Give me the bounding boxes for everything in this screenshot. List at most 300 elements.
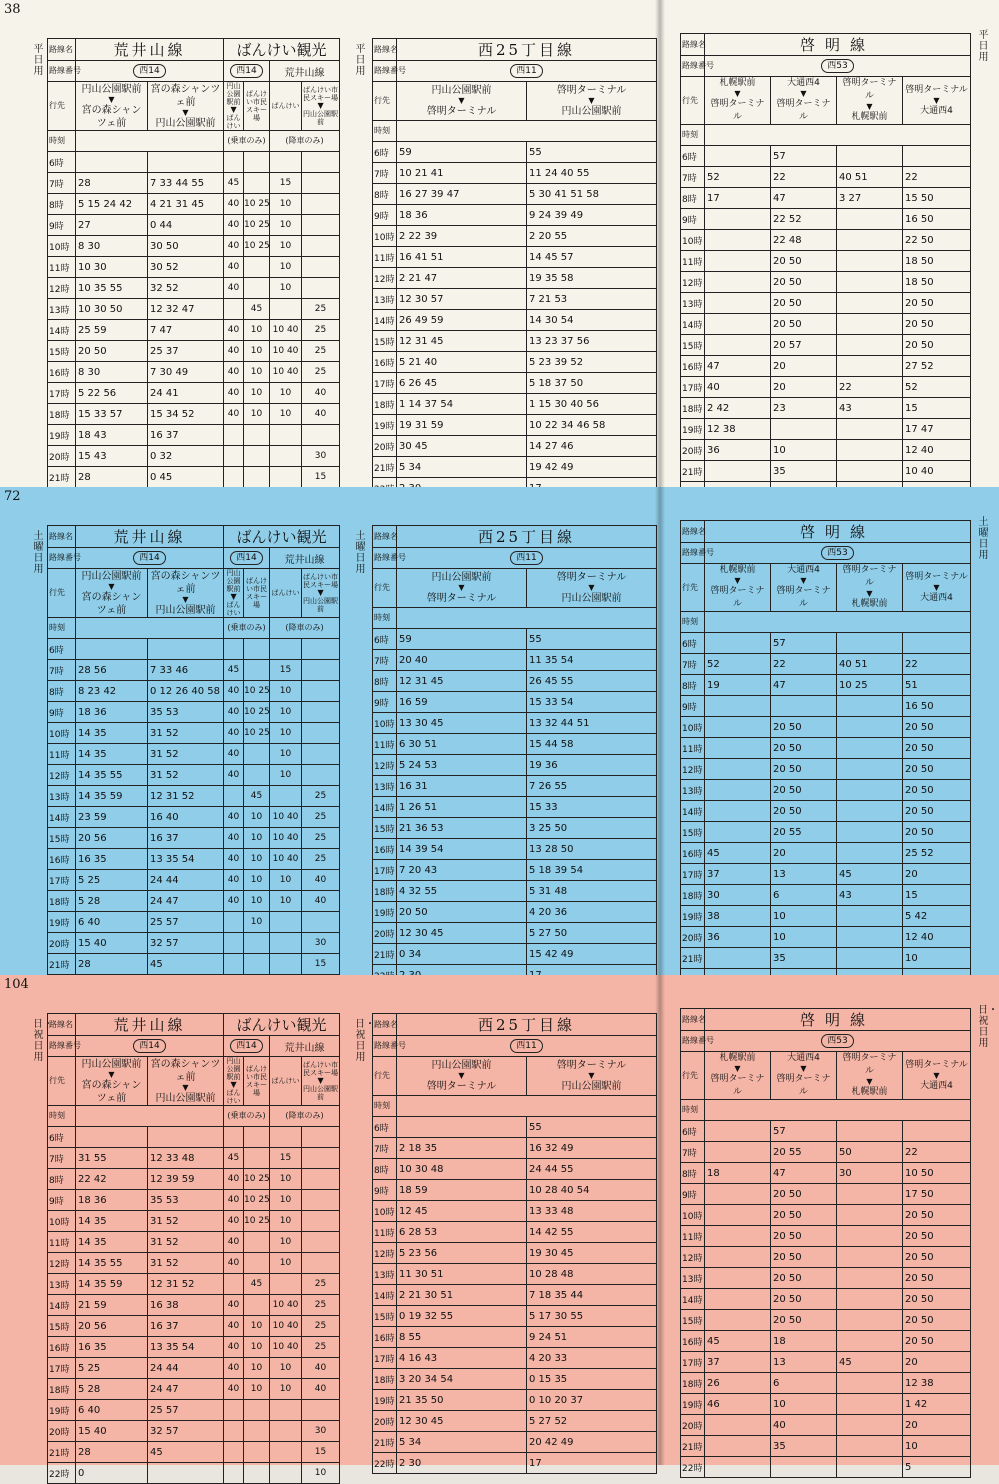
departure-times: 45 xyxy=(224,173,244,194)
route-row xyxy=(681,56,971,77)
label-route: 路線番号 xyxy=(681,56,705,77)
departure-times: 5 xyxy=(903,1457,971,1478)
departure-times xyxy=(270,1274,302,1295)
departure-times: 5 18 37 50 xyxy=(527,373,657,394)
departure-times xyxy=(302,702,340,723)
departure-times xyxy=(837,1184,903,1205)
hour-label: 7時 xyxy=(681,167,705,188)
departure-times: 14 35 xyxy=(76,1232,148,1253)
hour-row xyxy=(681,1394,971,1415)
departure-times: 24 44 xyxy=(148,870,224,891)
departure-times: 45 xyxy=(837,864,903,885)
hour-label: 17時 xyxy=(373,1348,397,1369)
departure-times: 20 40 xyxy=(397,650,527,671)
cap-blank xyxy=(76,618,224,639)
departure-times xyxy=(224,933,244,954)
departure-times: 25 xyxy=(302,786,340,807)
departure-times: 20 50 xyxy=(903,738,971,759)
hour-label: 15時 xyxy=(373,331,397,352)
line-title: 荒井山線 xyxy=(76,1014,224,1036)
dest-from: 宮の森シャンツェ前 xyxy=(150,570,221,595)
hour-row xyxy=(48,1253,340,1274)
hour-row xyxy=(48,1127,340,1148)
departure-times xyxy=(270,1421,302,1442)
label-dest: 行先 xyxy=(48,1057,76,1106)
departure-times: 18 xyxy=(705,1163,771,1184)
hour-row xyxy=(681,633,971,654)
departure-times xyxy=(837,1394,903,1415)
arrow-down-icon: ▼ xyxy=(734,89,741,98)
line-title: 荒井山線 xyxy=(76,526,224,548)
departure-times xyxy=(837,1373,903,1394)
route-number xyxy=(76,61,224,82)
departure-times: 14 35 55 xyxy=(76,765,148,786)
line-title: 啓明線 xyxy=(705,521,971,543)
departure-times: 10 25 xyxy=(244,194,270,215)
hour-row xyxy=(373,352,657,373)
hour-row xyxy=(48,702,340,723)
departure-times: 40 xyxy=(224,723,244,744)
hour-label: 13時 xyxy=(681,293,705,314)
departure-times: 21 59 xyxy=(76,1295,148,1316)
departure-times xyxy=(837,1121,903,1142)
dest-from: 円山公園駅前 xyxy=(431,85,492,96)
departure-times: 6 40 xyxy=(76,1400,148,1421)
hour-row xyxy=(373,163,657,184)
cap-blank xyxy=(397,121,657,142)
departure-times: 7 33 46 xyxy=(148,660,224,681)
hour-row xyxy=(373,184,657,205)
hour-row xyxy=(48,744,340,765)
departure-times: 4 20 33 xyxy=(527,1348,657,1369)
caption-row xyxy=(48,131,340,152)
departure-times: 47 xyxy=(771,188,837,209)
departure-times xyxy=(837,335,903,356)
hour-row xyxy=(48,1400,340,1421)
departure-times xyxy=(837,738,903,759)
dest-from: 宮の森シャンツェ前 xyxy=(150,1058,221,1083)
label-route: 路線番号 xyxy=(48,61,76,82)
arrow-down-icon: ▼ xyxy=(933,1070,940,1080)
departure-times xyxy=(837,822,903,843)
departure-times xyxy=(837,230,903,251)
dest-from: 円山公園駅前 xyxy=(226,1057,241,1081)
label-dest: 行先 xyxy=(48,82,76,131)
departure-times: 18 36 xyxy=(76,702,148,723)
hour-row xyxy=(373,1453,657,1474)
departure-times: 20 50 xyxy=(903,1247,971,1268)
departure-times xyxy=(224,912,244,933)
timetable-arai-line xyxy=(47,38,340,509)
dest-4 xyxy=(270,1057,302,1106)
dest-4 xyxy=(270,82,302,131)
hour-row xyxy=(681,1310,971,1331)
departure-times: 10 xyxy=(244,404,270,425)
departure-times: 5 21 40 xyxy=(397,352,527,373)
departure-times xyxy=(270,152,302,173)
hour-label: 8時 xyxy=(48,681,76,702)
dest-to: 円山公園駅前 xyxy=(155,604,216,616)
hour-row xyxy=(48,807,340,828)
arrow-down-icon: ▼ xyxy=(230,105,237,114)
departure-times: 26 49 59 xyxy=(397,310,527,331)
departure-times: 40 xyxy=(224,1316,244,1337)
departure-times: 10 xyxy=(270,383,302,404)
hour-row xyxy=(373,1117,657,1138)
departure-times: 10 xyxy=(244,341,270,362)
departure-times: 31 52 xyxy=(148,765,224,786)
departure-times: 10 40 xyxy=(270,320,302,341)
departure-times: 5 25 xyxy=(76,870,148,891)
dest-row xyxy=(373,1057,657,1096)
departure-times: 20 55 xyxy=(771,822,837,843)
departure-times: 20 xyxy=(903,864,971,885)
line-title: 西25丁目線 xyxy=(397,1014,657,1036)
dest-to: 宮の森シャンツェ前 xyxy=(81,104,142,129)
departure-times xyxy=(302,194,340,215)
hour-label: 20時 xyxy=(681,927,705,948)
cap-blank xyxy=(705,125,971,146)
dest-from: 啓明ターミナル xyxy=(556,572,627,583)
side-label-right: 日・祝日用 xyxy=(978,1005,998,1049)
departure-times xyxy=(244,467,270,488)
departure-times: 20 56 xyxy=(76,1316,148,1337)
departure-times xyxy=(837,461,903,482)
departure-times xyxy=(270,299,302,320)
label-line: 路線名 xyxy=(373,526,397,548)
departure-times: 16 27 39 47 xyxy=(397,184,527,205)
hour-row xyxy=(48,765,340,786)
hour-label: 16時 xyxy=(373,839,397,860)
label-line: 路線名 xyxy=(373,39,397,61)
departure-times: 6 40 xyxy=(76,912,148,933)
departure-times: 17 xyxy=(527,1453,657,1474)
departure-times xyxy=(705,1268,771,1289)
departure-times: 10 xyxy=(302,1463,340,1484)
hour-row xyxy=(373,1327,657,1348)
departure-times xyxy=(244,173,270,194)
dest-to: 宮の森シャンツェ前 xyxy=(81,591,142,616)
departure-times xyxy=(244,278,270,299)
departure-times: 43 xyxy=(837,398,903,419)
side-label-left: 日・祝日用 xyxy=(33,1019,53,1063)
departure-times: 10 21 41 xyxy=(397,163,527,184)
hour-row xyxy=(373,457,657,478)
departure-times xyxy=(244,1400,270,1421)
departure-times: 5 23 56 xyxy=(397,1243,527,1264)
hour-row xyxy=(681,293,971,314)
departure-times: 20 50 xyxy=(771,1184,837,1205)
departure-times: 25 52 xyxy=(903,843,971,864)
departure-times: 20 50 xyxy=(771,1289,837,1310)
dest-from: 円山公園駅前 xyxy=(226,82,241,106)
departure-times: 30 xyxy=(302,1421,340,1442)
dest-to: ばんけい xyxy=(226,601,241,617)
departure-times: 14 27 46 xyxy=(527,436,657,457)
hour-label: 12時 xyxy=(48,278,76,299)
dest-to: 円山公園駅前 xyxy=(303,597,339,613)
departure-times: 28 xyxy=(76,954,148,975)
departure-times xyxy=(705,146,771,167)
timetable-nishi25-line xyxy=(372,38,657,499)
hour-row xyxy=(48,236,340,257)
label-time: 時刻 xyxy=(681,125,705,146)
hour-row xyxy=(373,247,657,268)
hour-label: 14時 xyxy=(681,314,705,335)
dest-to: 啓明ターミナル xyxy=(710,99,765,122)
hour-label: 7時 xyxy=(373,163,397,184)
hour-row xyxy=(48,870,340,891)
departure-times xyxy=(705,1310,771,1331)
departure-times: 10 xyxy=(270,404,302,425)
hour-label: 8時 xyxy=(373,184,397,205)
departure-times xyxy=(302,1211,340,1232)
hour-label: 15時 xyxy=(48,828,76,849)
route-badge: 西14 xyxy=(133,551,165,565)
departure-times: 40 xyxy=(302,891,340,912)
dest-0 xyxy=(397,569,527,608)
departure-times: 2 21 30 51 xyxy=(397,1285,527,1306)
departure-times xyxy=(837,717,903,738)
departure-times: 16 59 xyxy=(397,692,527,713)
departure-times xyxy=(837,1205,903,1226)
hour-label: 19時 xyxy=(681,906,705,927)
departure-times: 15 50 xyxy=(903,188,971,209)
departure-times: 20 50 xyxy=(771,1247,837,1268)
departure-times: 24 44 xyxy=(148,1358,224,1379)
departure-times: 10 xyxy=(771,906,837,927)
departure-times xyxy=(270,1127,302,1148)
hour-label: 6時 xyxy=(48,152,76,173)
departure-times xyxy=(837,1436,903,1457)
departure-times: 40 xyxy=(302,870,340,891)
arrow-down-icon: ▼ xyxy=(108,581,115,591)
departure-times: 15 40 xyxy=(76,933,148,954)
departure-times: 30 xyxy=(302,446,340,467)
hour-label: 18時 xyxy=(681,885,705,906)
hour-row xyxy=(48,891,340,912)
departure-times: 25 57 xyxy=(148,1400,224,1421)
departure-times xyxy=(270,639,302,660)
departure-times xyxy=(837,314,903,335)
label-line: 路線名 xyxy=(48,39,76,61)
departure-times: 15 xyxy=(270,173,302,194)
departure-times: 3 25 50 xyxy=(527,818,657,839)
arrow-down-icon: ▼ xyxy=(458,583,465,592)
departure-times xyxy=(837,1457,903,1478)
timetable-keimei-line xyxy=(680,520,971,990)
side-label-left: 土曜日用 xyxy=(33,531,44,575)
departure-times: 12 33 48 xyxy=(148,1148,224,1169)
hour-label: 16時 xyxy=(373,1327,397,1348)
hour-label: 20時 xyxy=(48,933,76,954)
departure-times xyxy=(837,1247,903,1268)
departure-times xyxy=(837,209,903,230)
departure-times: 24 44 55 xyxy=(527,1159,657,1180)
hour-label: 18時 xyxy=(373,394,397,415)
departure-times: 22 xyxy=(771,167,837,188)
label-time: 時刻 xyxy=(48,618,76,639)
dest-1 xyxy=(771,1052,837,1100)
departure-times: 0 34 xyxy=(397,944,527,965)
departure-times: 10 xyxy=(244,1358,270,1379)
departure-times: 20 50 xyxy=(903,1268,971,1289)
hour-row xyxy=(373,1348,657,1369)
dest-2 xyxy=(837,1052,903,1100)
hour-label: 21時 xyxy=(373,944,397,965)
hour-label: 7時 xyxy=(373,1138,397,1159)
departure-times xyxy=(302,1253,340,1274)
hour-label: 8時 xyxy=(681,188,705,209)
departure-times xyxy=(270,446,302,467)
departure-times: 10 40 xyxy=(270,362,302,383)
departure-times: 20 xyxy=(903,1352,971,1373)
route-number xyxy=(705,1031,971,1052)
departure-times: 12 30 45 xyxy=(397,1411,527,1432)
departure-times: 31 52 xyxy=(148,744,224,765)
hour-row xyxy=(373,797,657,818)
route-badge-2: 西14 xyxy=(230,1039,262,1053)
departure-times: 12 39 59 xyxy=(148,1169,224,1190)
departure-times: 25 xyxy=(302,1316,340,1337)
departure-times: 11 24 40 55 xyxy=(527,163,657,184)
dest-from: 円山公園駅前 xyxy=(431,572,492,583)
departure-times: 10 xyxy=(771,1394,837,1415)
cap-blank xyxy=(705,612,971,633)
departure-times: 47 xyxy=(771,1163,837,1184)
departure-times xyxy=(837,1268,903,1289)
departure-times: 20 50 xyxy=(771,801,837,822)
hour-row xyxy=(48,1379,340,1400)
dest-from: 啓明ターミナル xyxy=(905,84,968,95)
hour-row xyxy=(48,299,340,320)
label-dest: 行先 xyxy=(48,569,76,618)
dest-to: 札幌駅前 xyxy=(851,1087,888,1097)
departure-times: 2 22 39 xyxy=(397,226,527,247)
departure-times: 45 xyxy=(148,954,224,975)
hour-label: 12時 xyxy=(48,765,76,786)
departure-times: 52 xyxy=(705,167,771,188)
departure-times xyxy=(903,1121,971,1142)
departure-times: 14 30 54 xyxy=(527,310,657,331)
departure-times: 38 xyxy=(705,906,771,927)
departure-times: 7 33 44 55 xyxy=(148,173,224,194)
departure-times: 55 xyxy=(527,1117,657,1138)
departure-times: 10 xyxy=(270,1253,302,1274)
departure-times: 2 18 35 xyxy=(397,1138,527,1159)
departure-times: 15 xyxy=(903,398,971,419)
departure-times: 13 xyxy=(771,1352,837,1373)
departure-times: 4 16 43 xyxy=(397,1348,527,1369)
dest-1 xyxy=(527,569,657,608)
dest-from: 札幌駅前 xyxy=(719,1053,756,1063)
departure-times xyxy=(397,1117,527,1138)
hour-label: 15時 xyxy=(373,1306,397,1327)
departure-times: 20 50 xyxy=(903,1226,971,1247)
departure-times xyxy=(705,1457,771,1478)
departure-times: 0 15 35 xyxy=(527,1369,657,1390)
departure-times: 22 xyxy=(771,654,837,675)
departure-times xyxy=(705,251,771,272)
departure-times xyxy=(302,1127,340,1148)
departure-times: 13 xyxy=(771,864,837,885)
dest-from: 円山公園駅前 xyxy=(226,569,241,593)
departure-times: 31 55 xyxy=(76,1148,148,1169)
departure-times: 19 31 59 xyxy=(397,415,527,436)
hour-label: 6時 xyxy=(48,639,76,660)
hour-row xyxy=(373,436,657,457)
dest-to: ばんけい xyxy=(226,1089,241,1105)
dest-row xyxy=(681,1052,971,1100)
arrow-down-icon: ▼ xyxy=(588,583,595,592)
departure-times: 15 xyxy=(302,467,340,488)
dest-row xyxy=(373,569,657,608)
departure-times: 4 21 31 45 xyxy=(148,194,224,215)
departure-times: 40 xyxy=(224,341,244,362)
dest-row xyxy=(48,82,340,131)
dest-4 xyxy=(270,569,302,618)
departure-times: 19 42 49 xyxy=(527,457,657,478)
departure-times: 35 53 xyxy=(148,1190,224,1211)
page-number: 104 xyxy=(4,977,29,992)
hour-label: 14時 xyxy=(681,1289,705,1310)
departure-times xyxy=(837,1226,903,1247)
title-row xyxy=(373,39,657,61)
departure-times: 20 50 xyxy=(76,341,148,362)
hour-label: 16時 xyxy=(681,1331,705,1352)
departure-times xyxy=(705,780,771,801)
departure-times xyxy=(224,1442,244,1463)
line-title: 荒井山線 xyxy=(76,39,224,61)
departure-times: 14 35 xyxy=(76,723,148,744)
arrow-down-icon: ▼ xyxy=(182,107,189,117)
departure-times xyxy=(244,1127,270,1148)
hour-label: 9時 xyxy=(48,702,76,723)
dest-to: 大通西4 xyxy=(920,592,953,603)
departure-times: 2 30 xyxy=(397,1453,527,1474)
dest-from: ばんけい xyxy=(271,1077,300,1085)
departure-times: 10 xyxy=(244,891,270,912)
departure-times: 21 35 50 xyxy=(397,1390,527,1411)
departure-times xyxy=(302,765,340,786)
departure-times: 40 xyxy=(224,278,244,299)
departure-times: 10 25 xyxy=(244,215,270,236)
departure-times: 0 12 26 40 58 xyxy=(148,681,224,702)
departure-times: 20 50 xyxy=(903,1205,971,1226)
hour-label: 18時 xyxy=(373,881,397,902)
departure-times xyxy=(302,278,340,299)
departure-times: 3 20 34 54 xyxy=(397,1369,527,1390)
departure-times: 22 48 xyxy=(771,230,837,251)
departure-times: 12 32 47 xyxy=(148,299,224,320)
hour-label: 10時 xyxy=(48,1211,76,1232)
departure-times: 5 31 48 xyxy=(527,881,657,902)
departure-times xyxy=(705,738,771,759)
hour-row xyxy=(373,1222,657,1243)
departure-times: 45 xyxy=(244,1274,270,1295)
dest-from: 啓明ターミナル xyxy=(905,571,968,582)
hour-row xyxy=(681,654,971,675)
dest-to: 円山公園駅前 xyxy=(561,106,622,117)
cap-boarding: (乗車のみ) xyxy=(224,131,270,152)
hour-row xyxy=(681,885,971,906)
hour-row xyxy=(48,660,340,681)
departure-times xyxy=(76,1127,148,1148)
hour-row xyxy=(48,1232,340,1253)
departure-times: 20 50 xyxy=(771,272,837,293)
hour-row xyxy=(48,639,340,660)
dest-from: 円山公園駅前 xyxy=(81,83,142,95)
